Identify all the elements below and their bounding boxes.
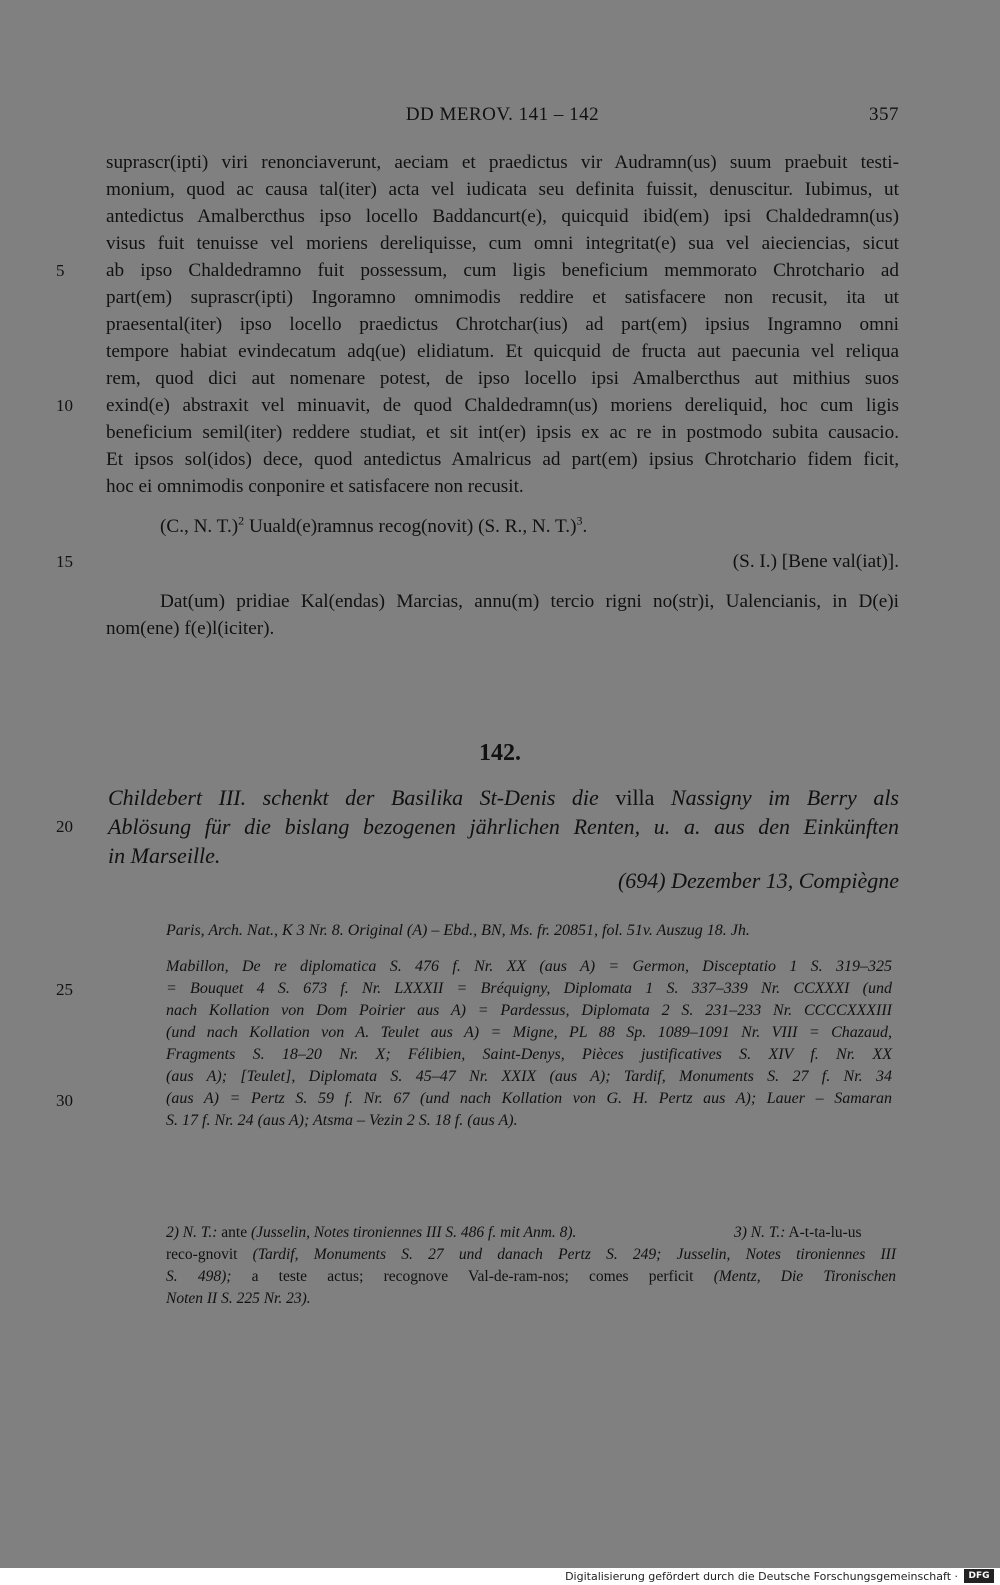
running-head bbox=[106, 104, 899, 132]
text-line: suprascr(ipti) viri renonciaverunt, aeciam et praedictus vir Audramn(us) suum praebuit testi- bbox=[106, 152, 899, 173]
edition-line: nach Kollation von Dom Poirier aus A) = Pardessus, Diplomata 2 S. 231–233 Nr. CCCCXXXIII bbox=[166, 1002, 892, 1019]
edition-line: Mabillon, De re diplomatica S. 476 f. Nr. XX (aus A) = Germon, Disceptatio 1 S. 319–325 bbox=[166, 958, 892, 975]
footnote-text: (Tardif, Monuments S. 27 und danach Pertz S. 249; Jusselin, Notes tironiennes III bbox=[252, 1246, 896, 1263]
footnote-line bbox=[166, 1244, 896, 1266]
recognition-part: (C., N. T.) bbox=[160, 516, 239, 537]
recognition-part: Uuald(e)ramnus recog(novit) (S. R., N. T.) bbox=[244, 516, 577, 537]
regest-line: in Marseille. bbox=[108, 843, 221, 868]
text-line: antedictus Amalbercthus ipso locello Baddancurt(e), quicquid ibid(em) ipsi Chaldedramn(us) bbox=[106, 206, 899, 227]
regest-text: Childebert III. schenkt der Basilika St-Denis die bbox=[108, 785, 616, 810]
text-line: tempore habiat evindecatum adq(ue) elidiatum. Et quicquid de fructa aut paecunia vel reliqua bbox=[106, 341, 899, 362]
running-head-title: DD MEROV. 141 – 142 bbox=[405, 104, 600, 125]
dating-line: nom(ene) f(e)l(iciter). bbox=[106, 618, 275, 639]
page-number: 357 bbox=[869, 104, 899, 125]
line-number: 30 bbox=[56, 1091, 73, 1110]
text-line: visus fuit tenuisse vel moriens dereliquisse, cum omni integritat(e) sua vel aieciencias, sicut bbox=[106, 233, 899, 254]
seal-line: (S. I.) [Bene val(iat)]. bbox=[732, 551, 899, 572]
line-number: 5 bbox=[56, 261, 65, 280]
edition-line: = Bouquet 4 S. 673 f. Nr. LXXXII = Bréquigny, Diplomata 1 S. 337–339 Nr. CCXXXI (und bbox=[166, 980, 892, 997]
edition-line: (aus A) = Pertz S. 59 f. Nr. 67 (und nach Kollation von G. H. Pertz aus A); Lauer – Samaran bbox=[166, 1090, 892, 1107]
dfg-logo: DFG bbox=[964, 1569, 994, 1583]
text-line: rem, quod dici aut nomenare potest, de ipso locello ipsi Amalbercthus aut mithius suos bbox=[106, 368, 899, 389]
dating-line: Dat(um) pridiae Kal(endas) Marcias, annu(m) tercio rigni no(str)i, Ualencianis, in D(e)i bbox=[160, 591, 899, 612]
text-line: praesental(iter) ipso locello praedictus Chrotchar(ius) ad part(em) ipsius Ingramno omni bbox=[106, 314, 899, 335]
regest-line: Ablösung für die bislang bezogenen jährlichen Renten, u. a. aus den Einkünften bbox=[108, 814, 899, 839]
footnote-text: a teste actus; recognove Val-de-ram-nos; comes perficit bbox=[231, 1268, 714, 1285]
footnote-text: (Mentz, Die Tironischen bbox=[713, 1268, 896, 1285]
document-number: 142. bbox=[479, 740, 521, 766]
tradition-line: Paris, Arch. Nat., K 3 Nr. 8. Original (A) – Ebd., BN, Ms. fr. 20851, fol. 51v. Auszug 18. Jh. bbox=[166, 922, 750, 939]
regest-text: villa bbox=[615, 785, 655, 810]
edition-line: Fragments S. 18–20 Nr. X; Félibien, Saint-Denys, Pièces justificatives S. XIV f. Nr. XX bbox=[166, 1046, 892, 1063]
text-line: hoc ei omnimodis conponire et satisfacere non recusit. bbox=[106, 476, 524, 497]
footnote-text: S. 498); bbox=[166, 1268, 232, 1285]
regest-text: Nassigny im Berry als bbox=[654, 785, 899, 810]
text-line: Et ipsos sol(idos) dece, quod antedictus Amalricus ad part(em) ipsius Chrotchario fidem ficit, bbox=[106, 449, 899, 470]
footnote-line bbox=[734, 1222, 862, 1244]
footnote-text: Noten II S. 225 Nr. 23). bbox=[166, 1290, 311, 1307]
line-number: 10 bbox=[56, 396, 73, 415]
recognition-part: . bbox=[582, 516, 588, 537]
footnote-text: ante bbox=[217, 1224, 251, 1241]
footnote-line bbox=[166, 1266, 896, 1288]
footnote-ref: 2 bbox=[238, 513, 245, 528]
regest-line bbox=[108, 783, 899, 812]
footnote-text: 3) N. T.: bbox=[734, 1224, 786, 1241]
edition-line: (und nach Kollation von A. Teulet aus A) = Migne, PL 88 Sp. 1089–1091 Nr. VIII = Chazaud, bbox=[166, 1024, 892, 1041]
footnote-line bbox=[166, 1288, 896, 1310]
footnote-text: reco-gnovit bbox=[166, 1246, 253, 1263]
line-number: 25 bbox=[56, 980, 73, 999]
footnote-text: A-t-ta-lu-us bbox=[785, 1224, 862, 1241]
footnote-ref: 3 bbox=[576, 513, 583, 528]
footnote-text: (Jusselin, Notes tironiennes III S. 486 f. mit Anm. 8). bbox=[250, 1224, 577, 1241]
recognition-line bbox=[160, 513, 587, 540]
digitization-credit: Digitalisierung gefördert durch die Deutsche Forschungsgemeinschaft · bbox=[565, 1570, 958, 1583]
edition-line: S. 17 f. Nr. 24 (aus A); Atsma – Vezin 2 S. 18 f. (aus A). bbox=[166, 1112, 518, 1129]
line-number: 15 bbox=[56, 552, 73, 571]
text-line: beneficium semil(iter) reddere studiat, et sit int(er) ipsis ex ac re in postmodo subita causacio. bbox=[106, 422, 899, 443]
text-line: part(em) suprascr(ipti) Ingoramno omnimodis reddire et satisfacere non recusit, ita ut bbox=[106, 287, 899, 308]
text-line: ab ipso Chaldedramno fuit possessum, cum ligis beneficium memmorato Chrotchario ad bbox=[106, 260, 899, 281]
edition-line: (aus A); [Teulet], Diplomata S. 45–47 Nr. XXIX (aus A); Tardif, Monuments S. 27 f. Nr. 34 bbox=[166, 1068, 892, 1085]
document-date: (694) Dezember 13, Compiègne bbox=[617, 868, 899, 893]
footnote-text: 2) N. T.: bbox=[166, 1224, 218, 1241]
text-line: monium, quod ac causa tal(iter) acta vel iudicata seu definita fuissit, denuscitur. Iubimus, ut bbox=[106, 179, 899, 200]
line-number: 20 bbox=[56, 817, 73, 836]
text-line: exind(e) abstraxit vel minuavit, de quod Chaldedramn(us) moriens dereliquid, hoc cum ligis bbox=[106, 395, 899, 416]
